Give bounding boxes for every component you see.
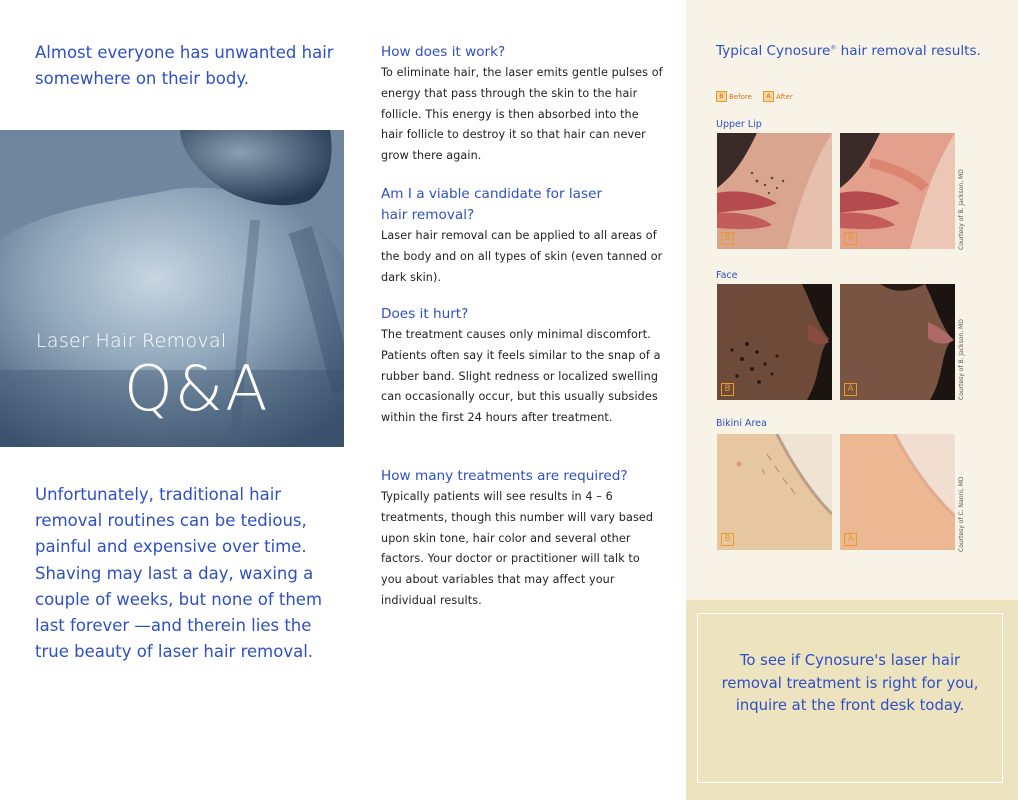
- before-badge: B: [716, 91, 727, 102]
- results-legend: [716, 86, 799, 105]
- before-badge: B: [721, 383, 734, 396]
- hero-image: [0, 130, 344, 447]
- before-photo-face: [717, 284, 832, 400]
- area-label-upper-lip: Upper Lip: [716, 119, 762, 130]
- qa-answer: Typically patients will see results in 4 – 6 treatments, though this number will vary based upon skin tone, hair color and several other factors. Your doctor or practitioner will talk to you about variables that may affect your individual results.: [381, 490, 654, 607]
- after-photo-face: [840, 284, 955, 400]
- area-label-face: Face: [716, 270, 738, 281]
- qa-answer: To eliminate hair, the laser emits gentle pulses of energy that pass through the skin to the hair follicle. This energy is then absorbed into the hair follicle to destroy it so that hair can never grow there again.: [381, 66, 663, 163]
- hero-title: Q&A: [124, 352, 270, 425]
- after-label: After: [775, 92, 793, 101]
- qa-candidate: [381, 184, 663, 288]
- before-photo-bikini: [717, 434, 832, 550]
- before-badge: B: [721, 533, 734, 546]
- qa-question: Does it hurt?: [381, 306, 469, 322]
- cta-text: To see if Cynosure's laser hair removal treatment is right for you, inquire at the front desk today.: [721, 652, 979, 714]
- photo-credit: Courtesy of B. Jackson, MD: [958, 319, 965, 400]
- photo-credit: Courtesy of C. Nanni, MD: [958, 476, 965, 552]
- before-label: Before: [729, 92, 752, 101]
- qa-question: Am I a viable candidate for laser hair removal?: [381, 186, 603, 223]
- after-badge: A: [844, 383, 857, 396]
- qa-answer: The treatment causes only minimal discomfort. Patients often say it feels similar to the snap of a rubber band. Slight redness or localized swelling can occasionally occur, but this usually subsides within the first 24 hours after treatment.: [381, 328, 661, 425]
- results-title: Typical Cynosure® hair removal results.: [716, 43, 981, 59]
- photo-credit: Courtesy of B. Jackson, MD: [958, 169, 965, 250]
- qa-answer: Laser hair removal can be applied to all areas of the body and on all types of skin (even tanned or dark skin).: [381, 229, 663, 284]
- intro-body: Unfortunately, traditional hair removal routines can be tedious, painful and expensive over time. Shaving may last a day, waxing a couple of weeks, but none of them last forever —and therein lies the true beauty of laser hair removal.: [35, 485, 323, 662]
- after-badge: A: [844, 533, 857, 546]
- qa-question: How many treatments are required?: [381, 468, 628, 484]
- qa-question: How does it work?: [381, 44, 506, 60]
- qa-treatments: [381, 466, 663, 612]
- after-badge: A: [844, 232, 857, 245]
- qa-does-it-hurt: [381, 304, 663, 429]
- after-photo-upper-lip: [840, 133, 955, 249]
- after-photo-bikini: [840, 434, 955, 550]
- intro-heading: Almost everyone has unwanted hair somewhere on their body.: [35, 43, 334, 88]
- before-photo-upper-lip: [717, 133, 832, 249]
- qa-how-it-works: [381, 42, 663, 167]
- after-badge: A: [763, 91, 774, 102]
- before-badge: B: [721, 232, 734, 245]
- area-label-bikini: Bikini Area: [716, 418, 767, 429]
- hero-subtitle: Laser Hair Removal: [36, 330, 227, 352]
